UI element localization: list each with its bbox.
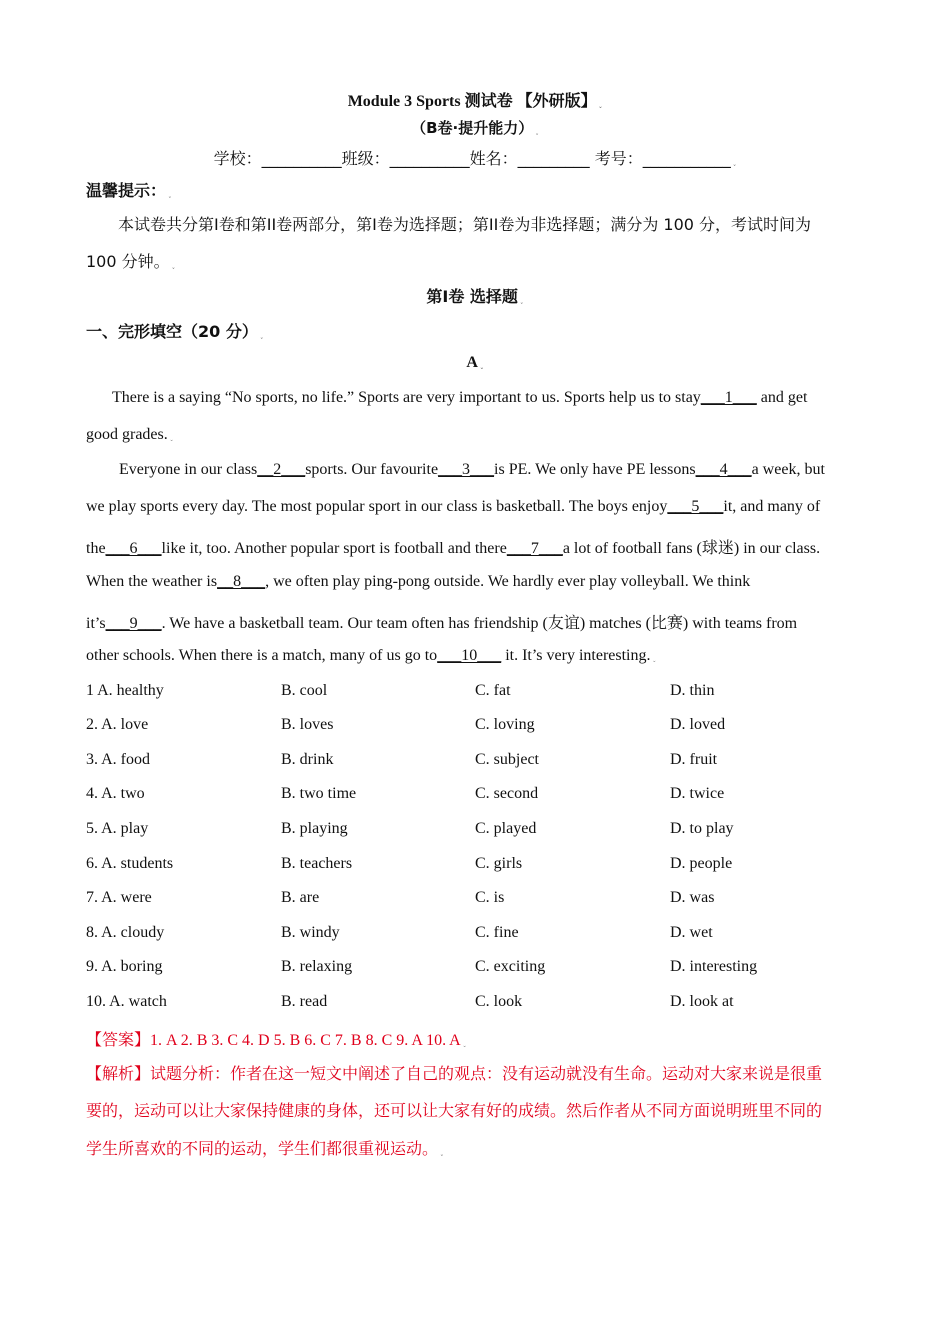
option-b: B. two time — [281, 785, 357, 802]
option-d: D. was — [670, 889, 715, 906]
volume-title: 第I卷 选择题 ˯ — [426, 287, 524, 306]
option-row-4 — [86, 785, 866, 807]
passage-line-7: it’s___9___. We have a basketball team. Our team often has friendship (友谊) matches (比赛) with teams from — [86, 615, 798, 632]
option-b: B. loves — [281, 716, 334, 733]
passage-line-3: Everyone in our class__2___sports. Our favourite___3___is PE. We only have PE lessons___4___a week, but — [119, 461, 825, 478]
option-d: D. interesting — [670, 958, 758, 975]
blank-6: ___6___ — [105, 540, 162, 557]
option-a: 10. A. watch — [86, 993, 167, 1010]
analysis-line-2: 要的，运动可以让大家保持健康的身体，还可以让大家有好的成绩。然后作者从不同方面说明班里不同的 — [86, 1101, 823, 1120]
analysis-line-1: 【解析】试题分析：作者在这一短文中阐述了自己的观点：没有运动就没有生命。运动对大家来说是很重 — [86, 1064, 823, 1083]
option-a: 1 A. healthy — [86, 682, 164, 699]
blank-4: ___4___ — [695, 461, 752, 478]
blank-1: ___1___ — [700, 389, 757, 406]
passage-line-1: There is a saying “No sports, no life.” Sports are very important to us. Sports help us to stay___1___ and get — [112, 389, 808, 406]
passage-line-8: other schools. When there is a match, many of us go to___10___ it. It’s very interesting. ˯ — [86, 647, 657, 664]
option-c: C. girls — [475, 855, 523, 872]
option-c: C. loving — [475, 716, 535, 733]
notice-heading: 温馨提示： ˯ — [86, 181, 172, 200]
option-c: C. is — [475, 889, 505, 906]
notice-line-1: 本试卷共分第I卷和第II卷两部分，第I卷为选择题；第II卷为非选择题；满分为 100 分，考试时间为 — [118, 215, 812, 234]
option-c: C. fat — [475, 682, 511, 699]
option-row-8 — [86, 924, 866, 946]
option-b: B. cool — [281, 682, 328, 699]
option-b: B. relaxing — [281, 958, 353, 975]
passage-label: A ˯ — [466, 354, 484, 371]
option-row-6 — [86, 855, 866, 877]
option-d: D. loved — [670, 716, 726, 733]
option-row-7 — [86, 889, 866, 911]
option-d: D. look at — [670, 993, 734, 1010]
blank-3: ___3___ — [438, 461, 495, 478]
option-c: C. look — [475, 993, 523, 1010]
option-row-1 — [86, 682, 866, 704]
option-row-3 — [86, 751, 866, 773]
blank-5: ___5___ — [667, 498, 724, 515]
document-subtitle: （B卷·提升能力） ˯ — [411, 119, 539, 137]
option-a: 3. A. food — [86, 751, 150, 768]
option-d: D. thin — [670, 682, 715, 699]
option-d: D. fruit — [670, 751, 718, 768]
student-info-line: 学校：__________班级：__________姓名：_________ 考号：___________ ˯ — [213, 149, 737, 168]
part-title: 一、完形填空（20 分） ˯ — [86, 322, 264, 341]
blank-7: ___7___ — [506, 540, 563, 557]
option-b: B. are — [281, 889, 320, 906]
option-row-5 — [86, 820, 866, 842]
notice-line-2: 100 分钟。 ˯ — [86, 252, 176, 271]
option-a: 9. A. boring — [86, 958, 163, 975]
option-d: D. people — [670, 855, 733, 872]
blank-10: ___10___ — [437, 647, 502, 664]
option-row-9 — [86, 958, 866, 980]
option-b: B. teachers — [281, 855, 353, 872]
option-c: C. subject — [475, 751, 539, 768]
option-a: 8. A. cloudy — [86, 924, 165, 941]
option-a: 7. A. were — [86, 889, 152, 906]
passage-line-5: the___6___like it, too. Another popular sport is football and there___7___a lot of football fans (球迷) in our class. — [86, 540, 821, 557]
analysis-line-3: 学生所喜欢的不同的运动，学生们都很重视运动。 ˯ — [86, 1139, 444, 1158]
option-d: D. to play — [670, 820, 734, 837]
passage-line-2: good grades. ˯ — [86, 426, 174, 443]
option-c: C. fine — [475, 924, 519, 941]
option-c: C. exciting — [475, 958, 546, 975]
option-c: C. second — [475, 785, 539, 802]
option-b: B. read — [281, 993, 328, 1010]
analysis-label: 【解析】 — [86, 1064, 151, 1083]
option-row-10 — [86, 993, 866, 1015]
option-c: C. played — [475, 820, 537, 837]
blank-8: __8___ — [217, 573, 266, 590]
blank-9: ___9___ — [105, 615, 162, 632]
passage-line-6: When the weather is__8___, we often play ping-pong outside. We hardly ever play volleyball. We think — [86, 573, 751, 590]
answer-label: 【答案】 — [86, 1030, 151, 1049]
option-b: B. drink — [281, 751, 334, 768]
option-row-2 — [86, 716, 866, 738]
option-d: D. twice — [670, 785, 725, 802]
option-a: 2. A. love — [86, 716, 149, 733]
option-b: B. windy — [281, 924, 340, 941]
option-d: D. wet — [670, 924, 713, 941]
document-title: Module 3 Sports 测试卷 【外研版】 ˯ — [347, 93, 603, 110]
answer-text: 1. A 2. B 3. C 4. D 5. B 6. C 7. B 8. C 9. A 10. A — [150, 1032, 461, 1049]
option-a: 6. A. students — [86, 855, 174, 872]
option-a: 4. A. two — [86, 785, 145, 802]
option-a: 5. A. play — [86, 820, 149, 837]
blank-2: __2___ — [257, 461, 306, 478]
answer-line: 【答案】1. A 2. B 3. C 4. D 5. B 6. C 7. B 8. C 9. A 10. A ˯ — [86, 1030, 467, 1049]
option-b: B. playing — [281, 820, 348, 837]
passage-line-4: we play sports every day. The most popular sport in our class is basketball. The boys enjoy___5___it, and many of — [86, 498, 821, 515]
